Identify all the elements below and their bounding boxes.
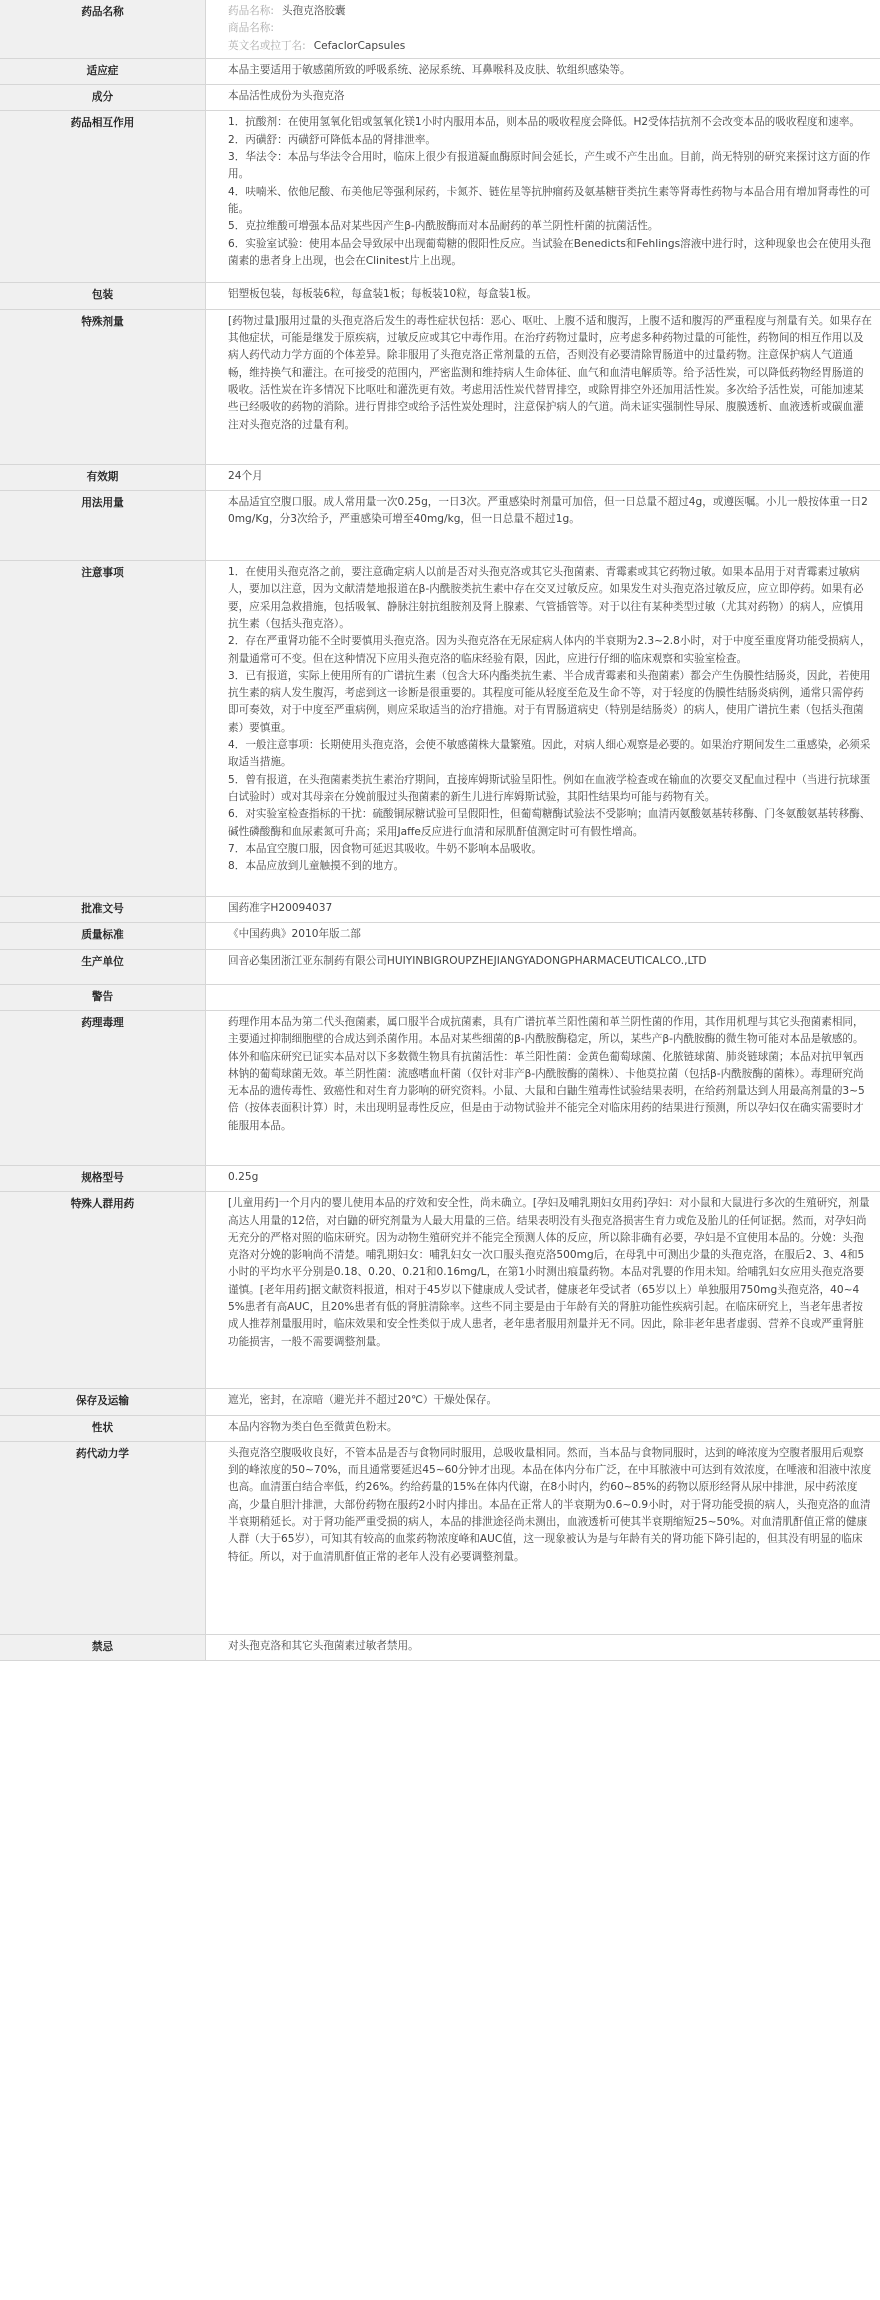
spec-row-shelf-life	[0, 464, 880, 490]
field-paragraph: 2．存在严重肾功能不全时要慎用头孢克洛。因为头孢克洛在无尿症病人体内的半衰期为2.3~2.8小时，对于中度至重度肾功能受损病人，剂量通常可不变。但在这种情况下应用头孢克洛的临床经验有限，因此，应进行仔细的临床观察和实验室检查。	[228, 635, 871, 665]
field-paragraph: 国药准字H20094037	[228, 902, 333, 915]
field-value-appearance	[206, 1415, 880, 1441]
field-value-special-dosage	[206, 309, 880, 464]
field-paragraph: 本品活性成份为头孢克洛	[228, 90, 345, 103]
field-paragraph: 5．曾有报道，在头孢菌素类抗生素治疗期间，直接库姆斯试验呈阳性。例如在血液学检查或在输血的次要交叉配血过程中（当进行抗球蛋白试验时）或对其母亲在分娩前服过头孢菌素的新生儿进行库姆斯试验，其阳性结果均可能与药物有关。	[228, 773, 871, 803]
spec-row-packaging	[0, 283, 880, 309]
drug-name-value: CefaclorCapsules	[313, 39, 406, 52]
field-value-packaging	[206, 283, 880, 309]
field-paragraph: 3．华法令：本品与华法令合用时，临床上很少有报道凝血酶原时间会延长，产生或不产生出血。目前，尚无特别的研究来探讨这方面的作用。	[228, 151, 871, 181]
field-label-ingredients: 成分	[0, 85, 206, 111]
drug-name-key: 药品名称:	[228, 5, 274, 17]
spec-row-contraindications	[0, 1634, 880, 1660]
spec-row-ingredients	[0, 85, 880, 111]
field-label-special-populations: 特殊人群用药	[0, 1192, 206, 1389]
field-label-manufacturer: 生产单位	[0, 949, 206, 984]
spec-row-manufacturer	[0, 949, 880, 984]
field-label-quality-standard: 质量标准	[0, 923, 206, 949]
field-paragraph: [儿童用药]一个月内的婴儿使用本品的疗效和安全性，尚未确立。[孕妇及哺乳期妇女用药]孕妇：对小鼠和大鼠进行多次的生殖研究，剂量高达人用量的12倍，对白鼬的研究剂量为人最大用量的三倍。结果表明没有头孢克洛损害生育力或危及胎儿的任何证据。然而，对孕妇尚无充分的严格对照的临床研究。因为动物生殖研究并不能完全预测人体的反应，所以除非确有必要，孕妇是不宜使用本品的。分娩：头孢克洛对分娩的影响尚不清楚。哺乳期妇女：哺乳妇女一次口服头孢克洛500mg后，在母乳中可测出少量的头孢克洛，在服后2、3、4和5小时的平均水平分别是0.18、0.20、0.21和0.16mg/L，在第1小时测出痕量药物。本品对乳婴的作用未知。给哺乳妇女应用头孢克洛要谨慎。[老年用药]据文献资料报道，相对于45岁以下健康成人受试者，健康老年受试者（65岁以上）单独服用750mg头孢克洛，40~45%患者有高AUC，且20%患者有低的肾脏清除率。这些不同主要是由于年龄有关的肾脏功能性疾病引起。在临床研究上，当老年患者按成人推荐剂量服用时，临床效果和安全性类似于成人患者，老年患者服用剂量并无不同。因此，除非老年患者虚弱、营养不良或严重肾脏功能损害，一般不需要调整剂量。	[228, 1197, 870, 1348]
field-paragraph: 3．已有报道，实际上使用所有的广谱抗生素（包含大环内酯类抗生素、半合成青霉素和头孢菌素）都会产生伪膜性结肠炎，因此，若使用抗生素的病人发生腹泻，考虑到这一诊断是很重要的。其程度可能从轻度至危及生命不等，对于轻度的伪膜性结肠炎病例，通常只需停药即可奏效，对于中度至严重病例，则应采取适当的治疗措施。对于有胃肠道病史（特别是结肠炎）的病人，使用广谱抗生素（包括头孢菌素）要慎重。	[228, 669, 871, 734]
field-paragraph: 本品适宜空腹口服。成人常用量一次0.25g，一日3次。严重感染时剂量可加倍，但一日总量不超过4g，或遵医嘱。小儿一般按体重一日20mg/Kg，分3次给予，严重感染可增至40mg/kg，但一日总量不超过1g。	[228, 496, 868, 526]
field-value-ingredients	[206, 85, 880, 111]
spec-row-drug-interactions	[0, 111, 880, 283]
field-value-usage-dosage	[206, 491, 880, 561]
field-value-approval-number	[206, 897, 880, 923]
field-paragraph: 头孢克洛空腹吸收良好，不管本品是否与食物同时服用，总吸收量相同。然而，当本品与食物同服时，达到的峰浓度为空腹者服用后观察到的峰浓度的50~70%，而且通常要延迟45~60分钟才出现。本品在体内分布广泛，在中耳脓液中可达到有效浓度，在唾液和泪液中浓度也高。血清蛋白结合率低，约26%。约给药量的15%在体内代谢，在8小时内，约60~85%的药物以原形经肾从尿中排泄，尿中药浓度高，少量自胆汁排泄，大部份药物在服药2小时内排出。本品在正常人的半衰期为0.6~0.9小时，对于肾功能受损的病人，头孢克洛的血清半衰期稍延长。对于肾功能严重受损的病人，本品的排泄途径尚未测出，血液透析可使其半衰期缩短25~50%。对血清肌酐值正常的健康人群（大于65岁），可知其有较高的血浆药物浓度峰和AUC值，这一现象被认为是与年龄有关的肾功能下降引起的，但其没有明显的临床特征。所以，对于血清肌酐值正常的老年人没有必要调整剂量。	[228, 1446, 872, 1563]
drug-name-key: 商品名称:	[228, 22, 274, 35]
field-value-quality-standard	[206, 923, 880, 949]
field-label-specification: 规格型号	[0, 1165, 206, 1191]
field-value-drug-name	[206, 0, 880, 58]
spec-row-appearance	[0, 1415, 880, 1441]
field-paragraph: 《中国药典》2010年版二部	[228, 928, 361, 941]
spec-row-pharmacokinetics	[0, 1441, 880, 1634]
field-label-contraindications: 禁忌	[0, 1634, 206, 1660]
field-paragraph: 4．一般注意事项：长期使用头孢克洛，会使不敏感菌株大量繁殖。因此，对病人细心观察是必要的。如果治疗期间发生二重感染，必须采取适当措施。	[228, 739, 871, 769]
field-value-pharmacokinetics	[206, 1441, 880, 1634]
field-paragraph: 7．本品宜空腹口服，因食物可延迟其吸收。牛奶不影响本品吸收。	[228, 842, 542, 855]
spec-row-usage-dosage	[0, 491, 880, 561]
field-paragraph: 24个月	[228, 469, 263, 482]
spec-row-pharmacology-toxicology	[0, 1010, 880, 1165]
field-paragraph: 5．克拉维酸可增强本品对某些因产生β-内酰胺酶而对本品耐药的革兰阴性杆菌的抗菌活性。	[228, 220, 659, 233]
field-value-manufacturer	[206, 949, 880, 984]
field-paragraph: 6．对实验室检查指标的干扰：硫酸铜尿糖试验可呈假阳性，但葡萄糖酶试验法不受影响；血清丙氨酸氨基转移酶、门冬氨酸氨基转移酶、碱性磷酸酶和血尿素氮可升高；采用Jaffe反应进行血清和尿肌酐值测定时可有假性增高。	[228, 808, 871, 838]
field-label-indications: 适应症	[0, 58, 206, 84]
field-paragraph: 8．本品应放到儿童触摸不到的地方。	[228, 860, 405, 873]
field-paragraph: 1．抗酸剂：在使用氢氧化铝或氢氧化镁1小时内服用本品，则本品的吸收程度会降低。H2受体拮抗剂不会改变本品的吸收程度和速率。	[228, 116, 861, 129]
field-value-special-populations	[206, 1192, 880, 1389]
field-paragraph: [药物过量]服用过量的头孢克洛后发生的毒性症状包括：恶心、呕吐、上腹不适和腹泻，上腹不适和腹泻的严重程度与剂量有关。如果存在其他症状，可能是继发于原疾病，过敏反应或其它中毒作用。在治疗药物过量时，应考虑多种药物过量的可能性，药物间的相互作用以及病人药代动力学方面的个体差异。除非服用了头孢克洛正常剂量的五倍，否则没有必要清除胃肠道中的过量药物。注意保护病人气道通畅，维持换气和灌注。在可接受的范围内，严密监测和维持病人生命体征、血气和血清电解质等。给予活性炭，可以降低药物经胃肠道的吸收。活性炭在许多情况下比呕吐和灌洗更有效。考虑用活性炭代替胃排空，或除胃排空外还加用活性炭。多次给予活性炭，可能加速某些已经吸收的药物的消除。进行胃排空或给予活性炭处理时，注意保护病人的气道。尚未证实强制性导尿、腹膜透析、血液透析或碳血灌注对头孢克洛的过量有利。	[228, 314, 872, 431]
field-paragraph: 6．实验室试验：使用本品会导致尿中出现葡萄糖的假阳性反应。当试验在Benedicts和Fehlings溶液中进行时，这种现象也会在使用头孢菌素的患者身上出现，也会在Clinitest片上出现。	[228, 237, 871, 267]
field-value-drug-interactions	[206, 111, 880, 283]
field-label-precautions: 注意事项	[0, 561, 206, 897]
field-label-special-dosage: 特殊剂量	[0, 309, 206, 464]
field-paragraph: 1．在使用头孢克洛之前，要注意确定病人以前是否对头孢克洛或其它头孢菌素、青霉素或其它药物过敏。如果本品用于对青霉素过敏病人，要加以注意，因为文献清楚地报道在β-内酰胺类抗生素中存在交叉过敏反应。如果发生对头孢克洛过敏反应，应立即停药。如果有必要，应采用急救措施，包括吸氧、静脉注射抗组胺剂及肾上腺素、气管插管等。对于以往有某种类型过敏（尤其对药物）的病人，应慎用抗生素（包括头孢克洛）。	[228, 566, 864, 630]
field-value-pharmacology-toxicology	[206, 1010, 880, 1165]
field-paragraph: 2．丙磺舒：丙磺舒可降低本品的肾排泄率。	[228, 133, 437, 146]
drug-name-line	[228, 3, 872, 20]
field-label-pharmacokinetics: 药代动力学	[0, 1441, 206, 1634]
drug-name-line	[228, 20, 872, 37]
spec-row-precautions	[0, 561, 880, 897]
field-value-precautions	[206, 561, 880, 897]
field-value-indications	[206, 58, 880, 84]
field-value-storage-transport	[206, 1389, 880, 1415]
field-paragraph: 铝塑板包装，每板装6粒，每盒装1板；每板装10粒，每盒装1板。	[228, 288, 538, 301]
drug-name-line	[228, 38, 872, 55]
drug-name-value: 头孢克洛胶囊	[281, 5, 346, 17]
field-value-warning	[206, 984, 880, 1010]
field-label-drug-interactions: 药品相互作用	[0, 111, 206, 283]
field-paragraph: 4．呋喃米、依他尼酸、布美他尼等强利尿药，卡氮芥、链佐星等抗肿瘤药及氨基糖苷类抗生素等肾毒性药物与本品合用有增加肾毒性的可能。	[228, 185, 871, 215]
spec-row-special-dosage	[0, 309, 880, 464]
field-paragraph: 药理作用本品为第二代头孢菌素，属口服半合成抗菌素，具有广谱抗革兰阳性菌和革兰阴性菌的作用，其作用机理与其它头孢菌素相同，主要通过抑制细胞壁的合成达到杀菌作用。本品对某些细菌的β-内酰胺酶稳定，所以，某些产β-内酰胺酶的微生物可能对本品是敏感的。体外和临床研究已证实本品对以下多数微生物具有抗菌活性：革兰阳性菌：金黄色葡萄球菌、化脓链球菌、肺炎链球菌；本品对抗甲氧西林钠的葡萄球菌无效。革兰阴性菌：流感嗜血杆菌（仅针对非产β-内酰胺酶的菌株）、卡他莫拉菌（包括β-内酰胺酶的菌株）。毒理研究尚无本品的遗传毒性、致癌性和对生育力影响的研究资料。小鼠、大鼠和白鼬生殖毒性试验结果表明，在给药剂量达到人用最高剂量的3~5倍（按体表面积计算）时，未出现明显毒性反应，但是由于动物试验并不能完全对临床用药的结果进行预测，所以孕妇仅在确实需要时才能服用本品。	[228, 1015, 865, 1132]
spec-row-special-populations	[0, 1192, 880, 1389]
spec-row-storage-transport	[0, 1389, 880, 1415]
field-paragraph: 0.25g	[228, 1170, 259, 1183]
spec-row-quality-standard	[0, 923, 880, 949]
field-label-shelf-life: 有效期	[0, 464, 206, 490]
field-label-packaging: 包装	[0, 283, 206, 309]
field-label-pharmacology-toxicology: 药理毒理	[0, 1010, 206, 1165]
spec-row-approval-number	[0, 897, 880, 923]
field-paragraph: 回音必集团浙江亚东制药有限公司HUIYINBIGROUPZHEJIANGYADONGPHARMACEUTICALCO.,LTD	[228, 954, 707, 967]
field-paragraph: 本品内容物为类白色至微黄色粉末。	[228, 1420, 398, 1433]
drug-name-key: 英文名或拉丁名:	[228, 39, 306, 52]
spec-row-drug-name	[0, 0, 880, 58]
field-label-storage-transport: 保存及运输	[0, 1389, 206, 1415]
field-value-shelf-life	[206, 464, 880, 490]
field-label-drug-name: 药品名称	[0, 0, 206, 58]
field-label-warning: 警告	[0, 984, 206, 1010]
field-label-approval-number: 批准文号	[0, 897, 206, 923]
spec-row-specification	[0, 1165, 880, 1191]
spec-row-indications	[0, 58, 880, 84]
field-paragraph: 遮光，密封，在凉暗（避光并不超过20℃）干燥处保存。	[228, 1394, 498, 1407]
field-paragraph: 本品主要适用于敏感菌所致的呼吸系统、泌尿系统、耳鼻喉科及皮肤、软组织感染等。	[228, 63, 631, 76]
field-value-specification	[206, 1165, 880, 1191]
field-value-contraindications	[206, 1634, 880, 1660]
field-paragraph: 对头孢克洛和其它头孢菌素过敏者禁用。	[228, 1639, 419, 1652]
field-label-usage-dosage: 用法用量	[0, 491, 206, 561]
field-label-appearance: 性状	[0, 1415, 206, 1441]
spec-row-warning	[0, 984, 880, 1010]
